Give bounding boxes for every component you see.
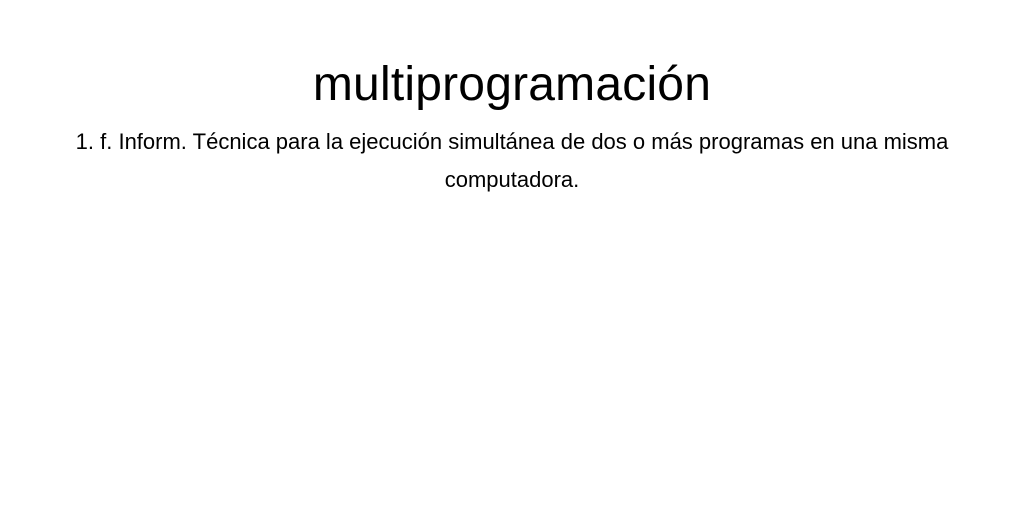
subject-field: Inform. xyxy=(118,129,187,154)
definition xyxy=(40,123,984,199)
sense-number: 1. xyxy=(75,129,94,154)
grammatical-category: f. xyxy=(100,129,113,154)
definition-text: Técnica para la ejecución simultánea de dos o más programas en una misma computadora. xyxy=(192,129,949,192)
dictionary-entry xyxy=(0,0,1024,199)
headword: multiprogramación xyxy=(312,58,712,111)
